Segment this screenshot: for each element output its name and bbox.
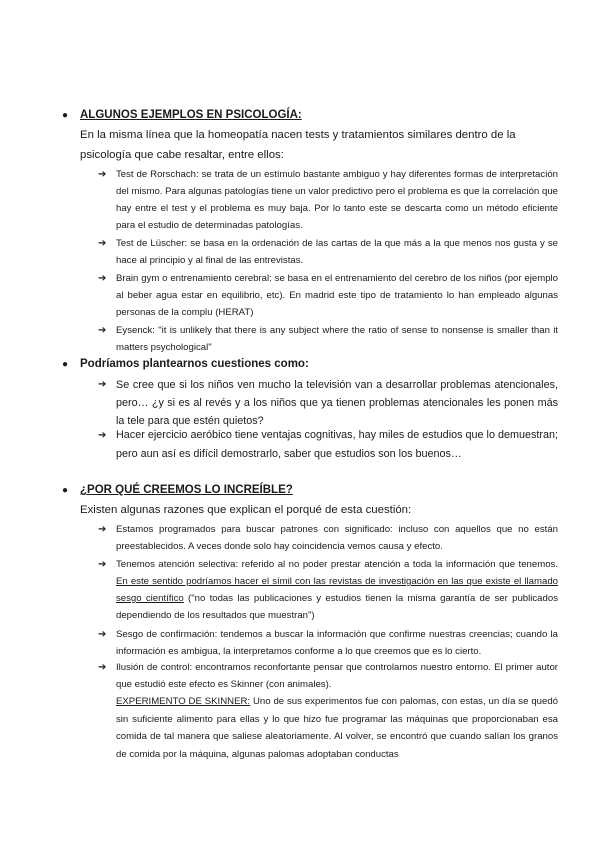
list-item-ejercicio bbox=[98, 426, 558, 464]
section-title: Podríamos plantearnos cuestiones como: bbox=[80, 358, 309, 370]
item-text: Se cree que si los niños ven mucho la televisión van a desarrollar problemas atencionales, pero… ¿y si es al revés y a los niños que ya tienen problemas atencionales les ponen más la tele para que estén quietos? bbox=[116, 379, 558, 427]
list-item-atencion-selectiva bbox=[98, 556, 558, 624]
section-heading-ejemplos bbox=[62, 109, 302, 121]
list-item-eysenck bbox=[98, 322, 558, 356]
item-text: Test de Rorschach: se trata de un estímulo bastante ambiguo y hay diferentes formas de interpretación del mismo. Para algunas patologías tiene un valor predictivo pero el problema es que la correlación que hay entre el test y el problema es muy baja. Por lo tanto este se descarta como un método eficiente para el estudio de determinadas patologías. bbox=[116, 169, 558, 231]
item-text: Brain gym o entrenamiento cerebral: se basa en el entrenamiento del cerebro de los niños (por ejemplo al beber agua estar en equilibrio, etc). En madrid este tipo de tratamiento lo han empleado algunas personas de la complu (HERAT) bbox=[116, 273, 558, 318]
arrow-icon: ➔ bbox=[98, 379, 107, 390]
bullet-icon: ● bbox=[62, 110, 69, 121]
section-title: ¿POR QUÉ CREEMOS LO INCREÍBLE? bbox=[80, 484, 293, 496]
list-item-ilusion-control bbox=[98, 659, 558, 693]
item-text: Sesgo de confirmación: tendemos a buscar la información que confirme nuestras creencias; cuando la información es ambigua, la interpretamos conforme a lo que creemos que es lo cierto. bbox=[116, 629, 558, 657]
experiment-text: Uno de sus experimentos fue con palomas, con estas, un día se quedó sin suficiente alimento para ellas y lo que hizo fue programar las máquinas que proporcionaban esa comida de tal manera que saliese aleatoriamente. Al volver, se encontró que cuando salían los granos de comida por la máquina, algunas palomas adoptaban conductas bbox=[116, 696, 558, 760]
item-text: Ilusión de control: encontramos reconfortante pensar que controlamos nuestro entorno. El primer autor que estudió este efecto es Skinner (con animales). bbox=[116, 662, 558, 690]
arrow-icon: ➔ bbox=[98, 559, 107, 570]
list-item-television bbox=[98, 376, 558, 430]
arrow-icon: ➔ bbox=[98, 629, 107, 640]
list-item-luscher bbox=[98, 235, 558, 269]
section-title: ALGUNOS EJEMPLOS EN PSICOLOGÍA: bbox=[80, 109, 302, 121]
item-text-underlined: En este sentido podríamos hacer el símil con las revistas de investigación en las que existe el llamado sesgo científico bbox=[116, 576, 558, 604]
item-text: Test de Lüscher: se basa en la ordenación de las cartas de la que más a la que menos nos gusta y se hace al principio y al final de las entrevistas. bbox=[116, 238, 558, 266]
arrow-icon: ➔ bbox=[98, 169, 107, 180]
item-text: Estamos programados para buscar patrones con significado: incluso con aquellos que no están preestablecidos. A veces donde solo hay coincidencia vemos causa y efecto. bbox=[116, 524, 558, 552]
bullet-icon: ● bbox=[62, 485, 69, 496]
item-text bbox=[116, 556, 558, 624]
arrow-icon: ➔ bbox=[98, 430, 107, 441]
item-text: Hacer ejercicio aeróbico tiene ventajas cognitivas, hay miles de estudios que lo demuestran; pero aun así es difícil demostrarlo, saber que estudios son los buenos… bbox=[116, 429, 558, 460]
item-text-end: ("no todas las publicaciones y estudios tienen la misma garantía de ser publicados dependiendo de los resultados que muestran") bbox=[116, 593, 558, 621]
bullet-icon: ● bbox=[62, 359, 69, 370]
arrow-icon: ➔ bbox=[98, 524, 107, 535]
item-text-start: Tenemos atención selectiva: referido al no poder prestar atención a toda la información que tenemos. bbox=[116, 559, 558, 570]
section-heading-cuestiones bbox=[62, 358, 309, 370]
experiment-label: EXPERIMENTO DE SKINNER: bbox=[116, 696, 251, 707]
list-item-rorschach bbox=[98, 166, 558, 234]
item-text: Eysenck: "it is unlikely that there is any subject where the ratio of sense to nonsense is smaller than it matters psychological" bbox=[116, 325, 558, 353]
intro-paragraph: En la misma línea que la homeopatía nacen tests y tratamientos similares dentro de la psicología que cabe resaltar, entre ellos: bbox=[80, 129, 516, 161]
arrow-icon: ➔ bbox=[98, 238, 107, 249]
arrow-icon: ➔ bbox=[98, 325, 107, 336]
arrow-icon: ➔ bbox=[98, 662, 107, 673]
list-item-brain-gym bbox=[98, 270, 558, 321]
list-item-sesgo-confirmacion bbox=[98, 626, 558, 660]
section-heading-increible bbox=[62, 484, 293, 496]
intro-paragraph: Existen algunas razones que explican el porqué de esta cuestión: bbox=[80, 504, 412, 516]
list-item-patrones bbox=[98, 521, 558, 555]
skinner-experiment-paragraph bbox=[116, 693, 558, 763]
arrow-icon: ➔ bbox=[98, 273, 107, 284]
